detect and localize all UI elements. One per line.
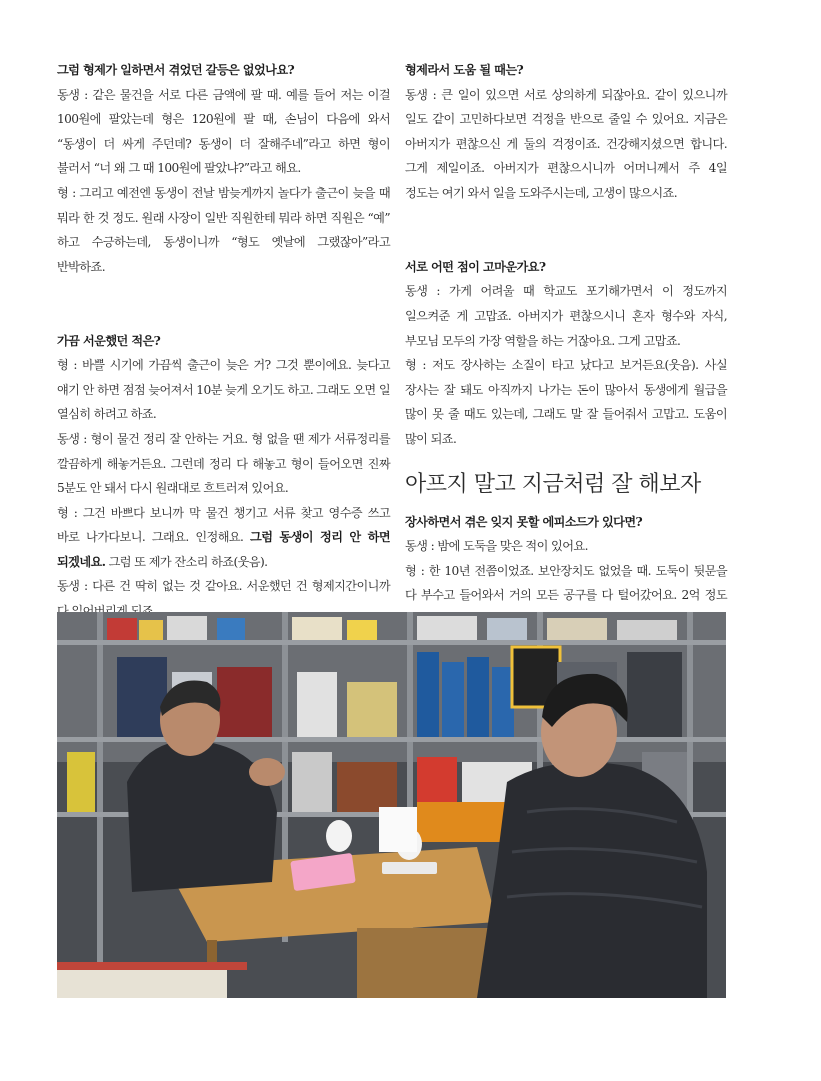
question-helpful: 형제라서 도움 될 때는? — [405, 63, 524, 77]
answer-paragraph: 동생 : 다른 건 딱히 없는 것 같아요. 서운했던 건 형제지간이니까 — [57, 579, 390, 594]
answer-paragraph: 동생 : 가게 어려울 때 학교도 포기해가면서 이 정도까지 일으켜준 게 고맙죠. 아버지가 편찮으시니 혼자 형수와 자식, 부모님 모두의 가장 역할을 하는 거잖아요. 그게 고맙죠. — [405, 284, 727, 348]
right-column — [405, 58, 727, 657]
question-conflict: 그럼 형제가 일하면서 겪었던 갈등은 없었나요? — [57, 63, 295, 77]
orange-tray — [417, 802, 507, 842]
answer-paragraph: 동생 : 큰 일이 있으면 서로 상의하게 되잖아요. 같이 있으니까 일도 같이 고민하다보면 걱정을 반으로 줄일 수 있어요. 지금은 아버지가 편찮으신 게 둘의 걱정이죠. 건강해지셨으면 합니다. 그게 제일이죠. 아버지가 편찮으시니까 어머니께서 주 4일 정도는 여기 와서 일을 도와주시는데, 고생이 많으시죠. — [405, 87, 727, 200]
question-thankful: 서로 어떤 점이 고마운가요? — [405, 259, 546, 274]
question-episode: 장사하면서 겪은 잊지 못할 에피소드가 있다면? — [405, 514, 643, 529]
answer-paragraph: 형 : 저도 장사하는 소질이 타고 났다고 보거든요(웃음). 사실 장사는 잘 돼도 아직까지 나가는 돈이 많아서 동생에게 월급을 많이 못 줄 때도 있는데, 그래도 말 잘 들어줘서 고맙고. 도움이 많이 되죠. — [405, 358, 727, 446]
answer-paragraph: 형 : 그리고 예전엔 동생이 전날 밤늦게까지 놀다가 출근이 늦을 때 뭐라 한 것 정도. 원래 사장이 일반 직원한테 뭐라 하면 직원은 “예” 하고 수긍하는데, 동생이니까 “형도 옛날에 그랬잖아”라고 반박하죠. — [57, 185, 390, 274]
photo-illustration — [57, 612, 726, 998]
answer-text: 형 : 한 10년 전쯤이었죠. 보안장치도 없었을 때. 도둑이 뒷문을 다 부수고 들어와서 거의 모든 공구를 다 털어갔어요. 2억 정도 — [405, 563, 727, 603]
answer-text: 형 : 그건 바쁘다 보니까 막 물건 챙기고 서류 찾고 영수증 쓰고 바로 나가다보니. 그래요. 인정해요. — [57, 505, 390, 545]
answer-paragraph: 동생 : 같은 물건을 서로 다른 금액에 팔 때. 예를 들어 저는 이걸 100원에 팔았는데 형은 120원에 팔 때, 손님이 다음에 와서 “동생이 더 싸게 주던데? 동생이 더 잘해주네”라고 하면 형이 불러서 “너 왜 그 때 100원에 팔았냐?”라고 해요. — [57, 87, 390, 176]
left-column — [57, 58, 390, 624]
answer-paragraph: 형 : 바쁠 시기에 가끔씩 출근이 늦은 거? 그것 뿐이에요. 늦다고 얘기 안 하면 점점 늦어져서 10분 늦게 오기도 하고. 그래도 오면 일 열심히 하려고 하죠. — [57, 358, 390, 422]
answer-text: 그럼 또 제가 잔소리 하죠(웃음). — [108, 554, 268, 569]
answer-paragraph — [57, 501, 390, 575]
paper-cup — [326, 820, 352, 852]
question-disappointed: 가끔 서운했던 적은? — [57, 333, 161, 348]
interviewer-remark: 그럼 동생이 정리 안 하면 되겠네요. — [57, 530, 390, 569]
answer-paragraph: 동생 : 형이 물건 정리 잘 안하는 거요. 형 없을 땐 제가 서류정리를 깔끔하게 해놓거든요. 그런데 정리 다 해놓고 형이 들어오면 진짜 5분도 안 돼서 다시 원래대로 흐트러져 있어요. — [57, 431, 390, 496]
answer-paragraph: 동생 : 밤에 도둑을 맞은 적이 있어요. — [405, 539, 588, 554]
smartphone — [382, 862, 437, 874]
section-title: 아프지 말고 지금처럼 잘 해보자 — [405, 471, 701, 497]
brothers-shop-photo — [57, 612, 726, 998]
